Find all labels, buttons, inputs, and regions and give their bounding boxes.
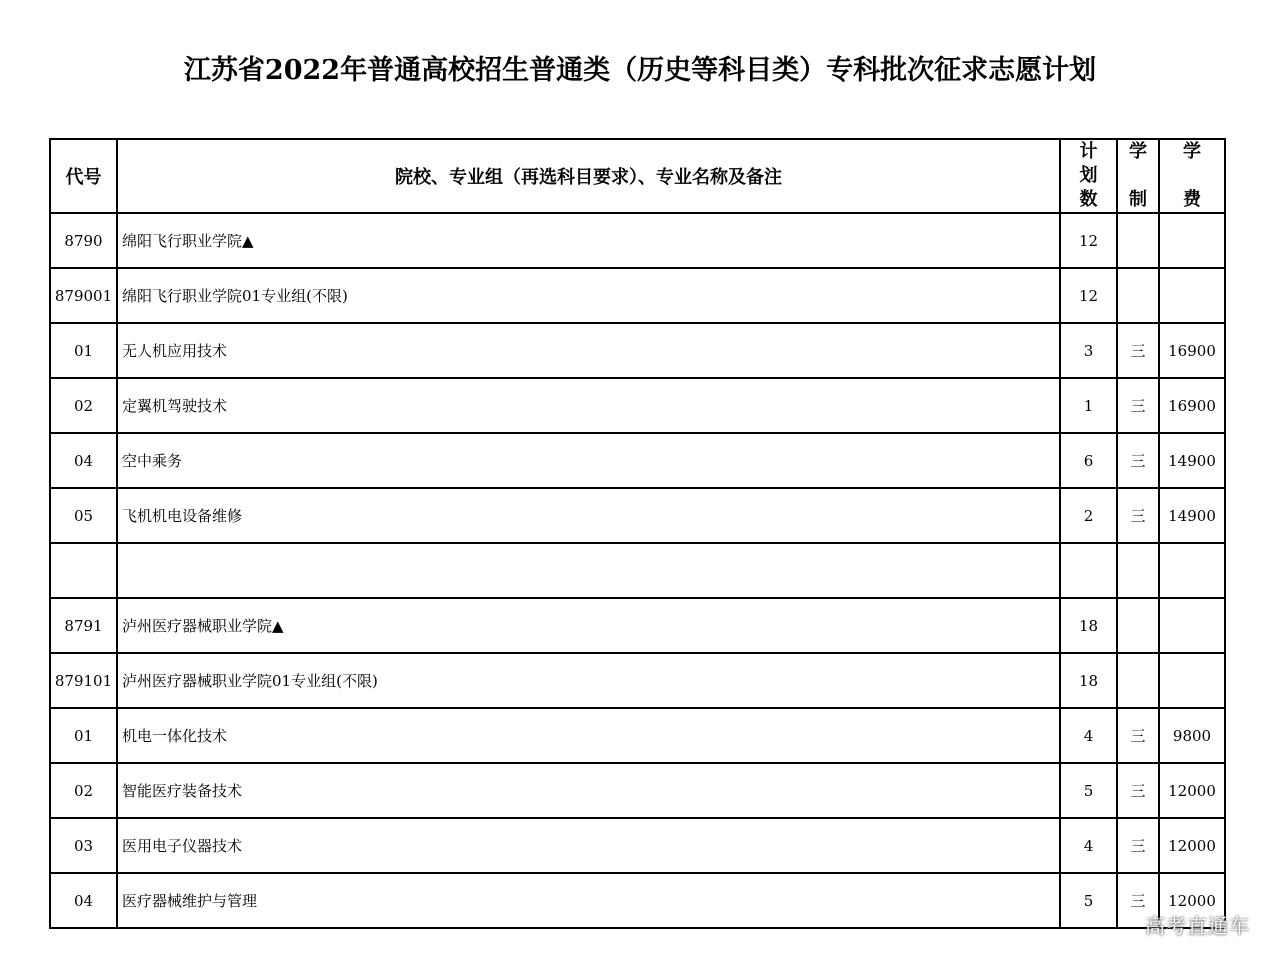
table-row xyxy=(50,598,1225,653)
header-plan xyxy=(1060,139,1117,213)
cell-length: 三 xyxy=(1117,708,1159,763)
cell-fee: 12000 xyxy=(1159,873,1225,928)
header-fee xyxy=(1159,139,1225,213)
header-plan-char: 计 xyxy=(1079,141,1098,162)
header-fee-char: 学 xyxy=(1183,141,1201,162)
cell-name: 定翼机驾驶技术 xyxy=(117,378,1060,433)
table-header-row xyxy=(50,139,1225,213)
cell-plan: 12 xyxy=(1060,213,1117,268)
cell-code: 02 xyxy=(50,763,117,818)
cell-plan: 2 xyxy=(1060,488,1117,543)
cell-code xyxy=(50,543,117,598)
table-body xyxy=(50,213,1225,928)
header-name: 院校、专业组（再选科目要求）、专业名称及备注 xyxy=(117,139,1060,213)
cell-fee: 14900 xyxy=(1159,488,1225,543)
cell-name: 无人机应用技术 xyxy=(117,323,1060,378)
cell-length: 三 xyxy=(1117,488,1159,543)
cell-name: 泸州医疗器械职业学院01专业组(不限) xyxy=(117,653,1060,708)
cell-name: 绵阳飞行职业学院▲ xyxy=(117,213,1060,268)
table-row xyxy=(50,543,1225,598)
watermark: 高考直通车 xyxy=(1145,914,1250,938)
cell-fee xyxy=(1159,543,1225,598)
cell-fee: 16900 xyxy=(1159,323,1225,378)
cell-code: 05 xyxy=(50,488,117,543)
header-length xyxy=(1117,139,1159,213)
cell-plan: 4 xyxy=(1060,818,1117,873)
table-row xyxy=(50,708,1225,763)
cell-fee xyxy=(1159,598,1225,653)
cell-length xyxy=(1117,213,1159,268)
table-row xyxy=(50,763,1225,818)
cell-length: 三 xyxy=(1117,763,1159,818)
cell-length: 三 xyxy=(1117,378,1159,433)
table-row xyxy=(50,818,1225,873)
cell-length xyxy=(1117,268,1159,323)
cell-code: 03 xyxy=(50,818,117,873)
header-plan-char: 划 xyxy=(1079,165,1098,186)
cell-length xyxy=(1117,543,1159,598)
header-code: 代号 xyxy=(50,139,117,213)
cell-plan: 18 xyxy=(1060,598,1117,653)
table-row xyxy=(50,653,1225,708)
cell-fee: 9800 xyxy=(1159,708,1225,763)
cell-name: 空中乘务 xyxy=(117,433,1060,488)
cell-length xyxy=(1117,598,1159,653)
cell-code: 879001 xyxy=(50,268,117,323)
table-row xyxy=(50,433,1225,488)
table-row xyxy=(50,323,1225,378)
cell-plan xyxy=(1060,543,1117,598)
cell-fee xyxy=(1159,268,1225,323)
table-row xyxy=(50,873,1225,928)
table-row xyxy=(50,488,1225,543)
cell-name: 机电一体化技术 xyxy=(117,708,1060,763)
header-plan-char: 数 xyxy=(1079,189,1098,210)
cell-fee: 12000 xyxy=(1159,818,1225,873)
table-row xyxy=(50,268,1225,323)
cell-code: 8791 xyxy=(50,598,117,653)
cell-length: 三 xyxy=(1117,818,1159,873)
cell-length: 三 xyxy=(1117,873,1159,928)
page-title: 江苏省2022年普通高校招生普通类（历史等科目类）专科批次征求志愿计划 xyxy=(183,55,1097,86)
cell-plan: 4 xyxy=(1060,708,1117,763)
cell-plan: 5 xyxy=(1060,763,1117,818)
header-length-char: 制 xyxy=(1129,189,1147,210)
cell-plan: 5 xyxy=(1060,873,1117,928)
cell-code: 04 xyxy=(50,873,117,928)
table-row xyxy=(50,213,1225,268)
cell-name: 智能医疗装备技术 xyxy=(117,763,1060,818)
cell-name xyxy=(117,543,1060,598)
cell-code: 01 xyxy=(50,708,117,763)
header-length-char: 学 xyxy=(1129,141,1147,162)
cell-code: 01 xyxy=(50,323,117,378)
cell-plan: 18 xyxy=(1060,653,1117,708)
cell-plan: 1 xyxy=(1060,378,1117,433)
cell-name: 泸州医疗器械职业学院▲ xyxy=(117,598,1060,653)
cell-name: 医用电子仪器技术 xyxy=(117,818,1060,873)
cell-length: 三 xyxy=(1117,323,1159,378)
cell-plan: 6 xyxy=(1060,433,1117,488)
cell-code: 02 xyxy=(50,378,117,433)
cell-plan: 12 xyxy=(1060,268,1117,323)
cell-code: 04 xyxy=(50,433,117,488)
cell-code: 879101 xyxy=(50,653,117,708)
header-fee-char: 费 xyxy=(1183,189,1201,210)
cell-fee xyxy=(1159,653,1225,708)
cell-code: 8790 xyxy=(50,213,117,268)
cell-fee: 14900 xyxy=(1159,433,1225,488)
cell-name: 飞机机电设备维修 xyxy=(117,488,1060,543)
cell-plan: 3 xyxy=(1060,323,1117,378)
cell-fee xyxy=(1159,213,1225,268)
cell-name: 绵阳飞行职业学院01专业组(不限) xyxy=(117,268,1060,323)
cell-fee: 12000 xyxy=(1159,763,1225,818)
cell-length xyxy=(1117,653,1159,708)
cell-fee: 16900 xyxy=(1159,378,1225,433)
plan-table xyxy=(49,138,1226,929)
table-row xyxy=(50,378,1225,433)
cell-name: 医疗器械维护与管理 xyxy=(117,873,1060,928)
cell-length: 三 xyxy=(1117,433,1159,488)
